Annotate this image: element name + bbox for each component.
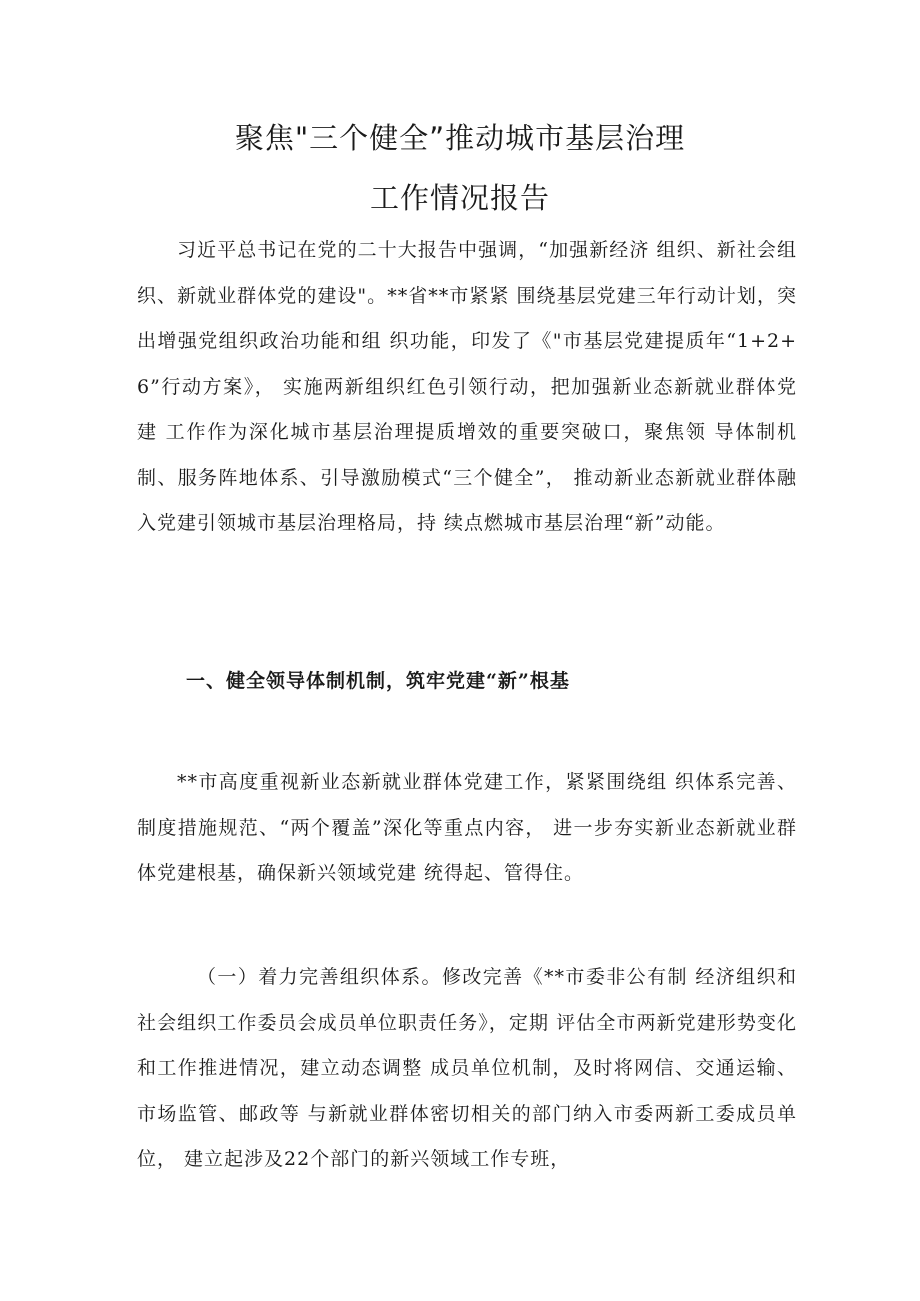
- section-heading-1: 一、健全领导体制机制，筑牢党建“新”根基: [186, 670, 570, 692]
- subsection1-paragraph: （一）着力完善组织体系。修改完善《**市委非公有制 经济组织和社会组织工作委员会成员单位职责任务》，定期 评估全市两新党建形势变化和工作推进情况，建立动态调整 成员单位机制，及时将网信、交通运输、市场监管、邮政等 与新就业群体密切相关的部门纳入市委两新工委成员单位， 建立起涉及22个部门的新兴领域工作专班，: [137, 966, 797, 1170]
- document-title-line1: 聚焦"三个健全”推动城市基层治理: [234, 121, 686, 155]
- section1-paragraph: **市高度重视新业态新就业群体党建工作，紧紧围绕组 织体系完善、制度措施规范、“两个覆盖”深化等重点内容， 进一步夯实新业态新就业群体党建根基，确保新兴领域党建 统得起、管得住。: [137, 771, 797, 884]
- document-title-line2: 工作情况报告: [369, 181, 550, 215]
- intro-paragraph: 习近平总书记在党的二十大报告中强调，“加强新经济 组织、新社会组织、新就业群体党的建设"。**省**市紧紧 围绕基层党建三年行动计划，突出增强党组织政治功能和组 织功能，印发了《"市基层党建提质年“1+2+6”行动方案》， 实施两新组织红色引领行动，把加强新业态新就业群体党建 工作作为深化城市基层治理提质增效的重要突破口，聚焦领 导体制机制、服务阵地体系、引导激励模式“三个健全”， 推动新业态新就业群体融入党建引领城市基层治理格局，持 续点燃城市基层治理“新”动能。: [137, 239, 797, 534]
